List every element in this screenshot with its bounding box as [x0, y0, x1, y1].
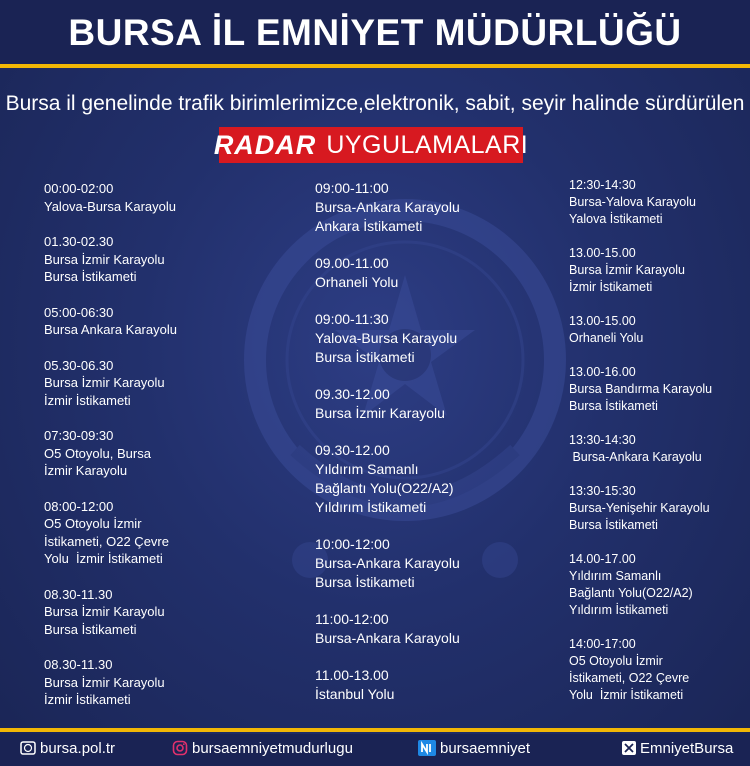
- schedule-entry: 11:00-12:00 Bursa-Ankara Karayolu: [315, 611, 460, 646]
- schedule-entry: 07:30-09:30 O5 Otoyolu, Bursa İzmir Karayolu: [44, 428, 151, 478]
- schedule-entry: 08.30-11.30 Bursa İzmir Karayolu Bursa İstikameti: [44, 586, 165, 637]
- footer-instagram[interactable]: [172, 739, 353, 757]
- footer-web[interactable]: [20, 739, 115, 757]
- x-icon: [622, 741, 636, 755]
- schedule-column-1: [44, 180, 177, 727]
- nsosyal-link[interactable]: bursaemniyet: [440, 739, 531, 757]
- instagram-icon: [172, 740, 188, 756]
- schedule-column-2: [315, 179, 460, 722]
- schedule-entry: 10:00-12:00 Bursa-Ankara Karayolu Bursa İstikameti: [315, 536, 460, 590]
- schedule-entry: 09.30-12.00 Yıldırım Samanlı Bağlantı Yolu(O22/A2) Yıldırım İstikameti: [315, 442, 454, 515]
- schedule-entry: 00:00-02:00 Yalova-Bursa Karayolu: [44, 181, 176, 214]
- footer-nsosyal[interactable]: [418, 739, 530, 757]
- schedule-entry: 05:00-06:30 Bursa Ankara Karayolu: [44, 304, 177, 337]
- banner-bold-text: RADAR: [213, 129, 317, 160]
- schedule-entry: 13.00-15.00 Bursa İzmir Karayolu İzmir İstikameti: [569, 246, 686, 294]
- schedule-entry: 05.30-06.30 Bursa İzmir Karayolu İzmir İstikameti: [44, 357, 165, 408]
- web-icon: [20, 740, 36, 756]
- radar-banner: [213, 127, 529, 163]
- schedule-entry: 13.00-16.00 Bursa Bandırma Karayolu Bursa İstikameti: [569, 365, 713, 413]
- schedule-entry: 09:00-11:00 Bursa-Ankara Karayolu Ankara İstikameti: [315, 180, 460, 234]
- schedule-entry: 13:30-14:30 Bursa-Ankara Karayolu: [569, 433, 702, 464]
- schedule-entry: 14:00-17:00 O5 Otoyolu İzmir İstikameti, O22 Çevre Yolu İzmir İstikameti: [569, 637, 690, 702]
- schedule-entry: 12:30-14:30 Bursa-Yalova Karayolu Yalova İstikameti: [569, 178, 696, 226]
- schedule-entry: 09:00-11:30 Yalova-Bursa Karayolu Bursa İstikameti: [315, 311, 458, 365]
- schedule-column-3: [569, 177, 712, 721]
- schedule-entry: 01.30-02.30 Bursa İzmir Karayolu Bursa İstikameti: [44, 234, 165, 284]
- header-gold-divider: [0, 64, 750, 68]
- nsosyal-icon: [418, 740, 436, 756]
- footer-gold-divider: [0, 728, 750, 732]
- schedule-entry: 09.30-12.00 Bursa İzmir Karayolu: [315, 386, 445, 421]
- x-link[interactable]: EmniyetBursa: [640, 739, 734, 757]
- schedule-entry: 13:30-15:30 Bursa-Yenişehir Karayolu Bursa İstikameti: [569, 484, 710, 532]
- instagram-link[interactable]: bursaemniyetmudurlugu: [192, 739, 353, 757]
- schedule-entry: 08.30-11.30 Bursa İzmir Karayolu İzmir İstikameti: [44, 657, 165, 707]
- schedule-entry: 11.00-13.00 İstanbul Yolu: [315, 667, 395, 702]
- schedule-entry: 13.00-15.00 Orhaneli Yolu: [569, 314, 644, 345]
- schedule-entry: 09.00-11.00 Orhaneli Yolu: [315, 255, 399, 290]
- web-link[interactable]: bursa.pol.tr: [40, 739, 116, 757]
- schedule-entry: 08:00-12:00 O5 Otoyolu İzmir İstikameti, O22 Çevre Yolu İzmir İstikameti: [44, 498, 169, 566]
- page-title: BURSA İL EMNİYET MÜDÜRLÜĞÜ: [68, 12, 682, 53]
- subtitle: Bursa il genelinde trafik birimlerimizce,elektronik, sabit, seyir halinde sürdürülen: [5, 92, 745, 115]
- schedule-entry: 14.00-17.00 Yıldırım Samanlı Bağlantı Yolu(O22/A2) Yıldırım İstikameti: [569, 552, 693, 617]
- banner-text: UYGULAMALARI: [326, 130, 529, 159]
- footer-x[interactable]: [622, 739, 733, 757]
